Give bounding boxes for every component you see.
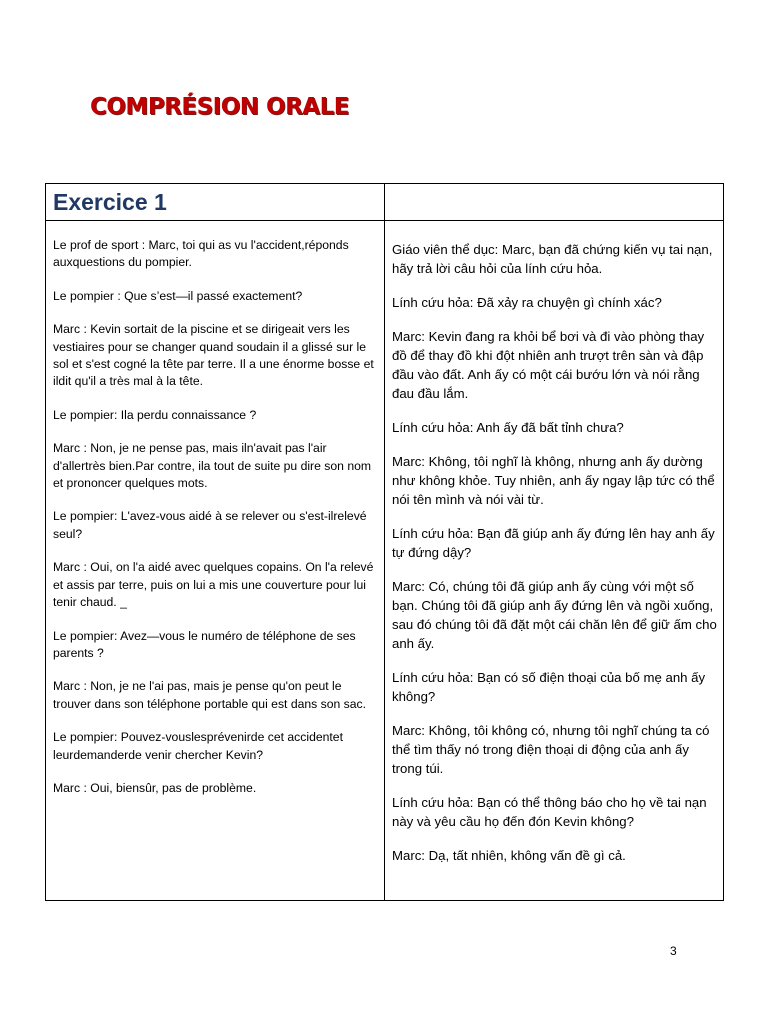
dialogue-line-fr: Le pompier: Pouvez-vouslesprévenirde cet accidentet leurdemanderde venir chercher Kevin?	[53, 730, 343, 762]
dialogue-line-fr: Marc : Oui, on l'a aidé avec quelques copains. On l'a relevé et assis par terre, puis on lui a mis une couverture pour lui tenir chaud. _	[53, 560, 374, 610]
dialogue-line-vi: Lính cứu hỏa: Đã xảy ra chuyện gì chính xác?	[392, 295, 662, 310]
dialogue-line-fr: Le pompier : Que s’est—il passé exactement?	[53, 288, 303, 303]
vietnamese-dialogue-cell	[385, 221, 724, 901]
dialogue-line-vi: Marc: Không, tôi không có, nhưng tôi nghĩ chúng ta có thể tìm thấy nó trong điện thoại di động của anh ấy trong túi.	[392, 723, 710, 776]
dialogue-line-fr: Marc : Non, je ne pense pas, mais iln'avait pas l'air d'allertrès bien.Par contre, ila tout de suite pu dire son nom et prononcer quelques mots.	[53, 441, 372, 491]
dialogue-line-vi: Marc: Có, chúng tôi đã giúp anh ấy cùng với một số bạn. Chúng tôi đã giúp anh ấy đứng lên và ngồi xuống, sau đó chúng tôi đã đặt một cái chăn lên để giữ ấm cho anh ấy.	[392, 579, 717, 651]
dialogue-line-vi: Lính cứu hỏa: Anh ấy đã bất tỉnh chưa?	[392, 420, 624, 435]
dialogue-line-fr: Le pompier: Avez—vous le numéro de téléphone de ses parents ?	[53, 628, 356, 660]
dialogue-line-vi: Marc: Kevin đang ra khỏi bể bơi và đi vào phòng thay đồ để thay đồ khi đột nhiên anh trượt trên sàn và đập đầu vào đất. Anh ấy có một cái bướu lớn và nói rằng đau đầu lắm.	[392, 329, 705, 401]
dialogue-line-vi: Marc: Dạ, tất nhiên, không vấn đề gì cả.	[392, 848, 626, 863]
page-title: COMPRÉSION ORALE	[90, 94, 349, 120]
dialogue-line-vi: Lính cứu hỏa: Bạn đã giúp anh ấy đứng lên hay anh ấy tự đứng dậy?	[392, 526, 715, 560]
dialogue-line-vi: Marc: Không, tôi nghĩ là không, nhưng anh ấy dường như không khỏe. Tuy nhiên, anh ấy ngay lập tức có thể nói tên mình và nói vài từ.	[392, 454, 715, 507]
dialogue-line-fr: Le prof de sport : Marc, toi qui as vu l'accident,réponds auxquestions du pompier.	[53, 238, 349, 270]
dialogue-line-fr: Marc : Oui, biensûr, pas de problème.	[53, 780, 257, 795]
dialogue-line-fr: Le pompier: L'avez-vous aidé à se relever ou s'est-ilrelevé seul?	[53, 509, 367, 541]
french-dialogue	[46, 221, 384, 900]
vietnamese-dialogue	[385, 221, 723, 900]
dialogue-line-fr: Marc : Kevin sortait de la piscine et se dirigeait vers les vestiaires pour se changer quand soudain il a glissé sur le sol et s'est cogné la tête par terre. Il a une énorme bosse et ildit qu'il a très mal à la tête.	[53, 322, 374, 389]
french-dialogue-cell	[46, 221, 385, 901]
dialogue-line-vi: Giáo viên thể dục: Marc, bạn đã chứng kiến vụ tai nạn, hãy trả lời câu hỏi của lính cứu hỏa.	[392, 242, 713, 276]
exercise-heading-cell	[46, 184, 385, 221]
empty-heading-cell	[385, 184, 724, 221]
page-number: 3	[670, 944, 677, 958]
dialogue-line-fr: Marc : Non, je ne l'ai pas, mais je pense qu'on peut le trouver dans son téléphone portable qui est dans son sac.	[53, 679, 367, 711]
dialogue-line-vi: Lính cứu hỏa: Bạn có số điện thoại của bố mẹ anh ấy không?	[392, 670, 706, 704]
dialogue-line-vi: Lính cứu hỏa: Bạn có thể thông báo cho họ về tai nạn này và yêu cầu họ đến đón Kevin không?	[392, 795, 707, 829]
dialogue-line-fr: Le pompier: Ila perdu connaissance ?	[53, 407, 257, 422]
exercise-table	[45, 183, 724, 901]
exercise-title: Exercice 1	[53, 189, 167, 215]
